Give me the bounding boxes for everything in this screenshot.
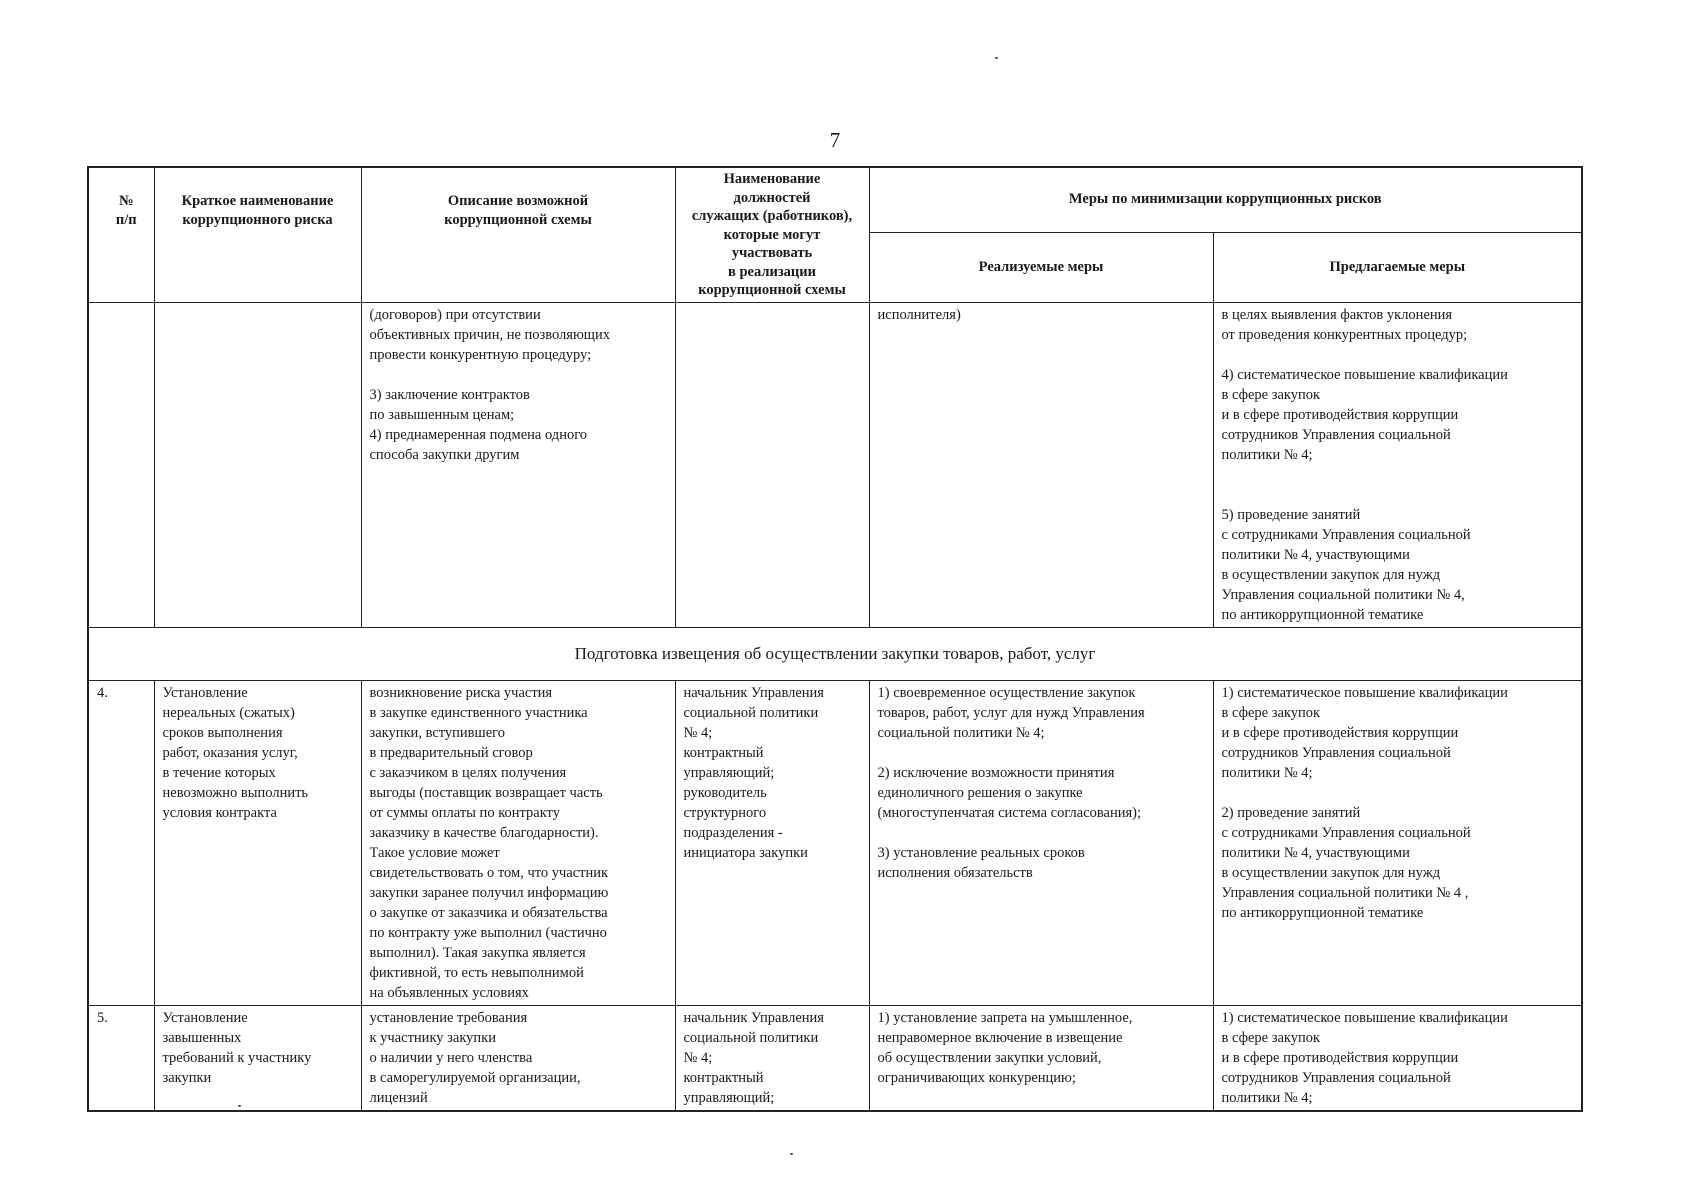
- positions: начальник Управления социальной политики № 4; контрактный управляющий; руководитель структурного подразделения - инициатора закупки: [675, 680, 869, 1005]
- scheme-description: (договоров) при отсутствии объективных причин, не позволяющих провести конкурентную процедуру; 3) заключение контрактов по завышенным ценам; 4) преднамеренная подмена одного способа закупки другим: [361, 302, 675, 627]
- row-number: 4.: [88, 680, 154, 1005]
- header-implemented-measures: Реализуемые меры: [869, 232, 1213, 302]
- header-positions: Наименование должностей служащих (работников), которые могут участвовать в реализации коррупционной схемы: [675, 167, 869, 302]
- header-minimization-measures: Меры по минимизации коррупционных рисков: [869, 167, 1582, 232]
- positions: [675, 302, 869, 627]
- risk-name: [154, 302, 361, 627]
- table-row: [88, 680, 1582, 1005]
- header-proposed-measures: Предлагаемые меры: [1213, 232, 1582, 302]
- scan-speck-bottom-center: [790, 1153, 793, 1155]
- positions: начальник Управления социальной политики № 4; контрактный управляющий;: [675, 1005, 869, 1111]
- scheme-description: возникновение риска участия в закупке единственного участника закупки, вступившего в предварительный сговор с заказчиком в целях получения выгоды (поставщик возвращает часть от суммы оплаты по контракту заказчику в качестве благодарности). Такое условие может свидетельствовать о том, что участник закупки заранее получил информацию о закупке от заказчика и обязательства по контракту уже выполнил (частично выполнил). Такая закупка является фиктивной, то есть невыполнимой на объявленных условиях: [361, 680, 675, 1005]
- row-number: [88, 302, 154, 627]
- row-number: 5.: [88, 1005, 154, 1111]
- scan-speck-top: [995, 57, 998, 59]
- header-number: № п/п: [88, 167, 154, 302]
- scheme-description: установление требования к участнику закупки о наличии у него членства в саморегулируемой организации, лицензий: [361, 1005, 675, 1111]
- table-row: [88, 302, 1582, 627]
- header-scheme-description: Описание возможной коррупционной схемы: [361, 167, 675, 302]
- implemented-measures: 1) установление запрета на умышленное, неправомерное включение в извещение об осуществлении закупки условий, ограничивающих конкуренцию;: [869, 1005, 1213, 1111]
- implemented-measures: исполнителя): [869, 302, 1213, 627]
- corruption-risk-table: [87, 166, 1583, 1112]
- table-row: [88, 1005, 1582, 1111]
- implemented-measures: 1) своевременное осуществление закупок товаров, работ, услуг для нужд Управления социальной политики № 4; 2) исключение возможности принятия единоличного решения о закупке (многоступенчатая система согласования); 3) установление реальных сроков исполнения обязательств: [869, 680, 1213, 1005]
- section-title: Подготовка извещения об осуществлении закупки товаров, работ, услуг: [88, 627, 1582, 680]
- proposed-measures: в целях выявления фактов уклонения от проведения конкурентных процедур; 4) систематическое повышение квалификации в сфере закупок и в сфере противодействия коррупции сотрудников Управления социальной политики № 4; 5) проведение занятий с сотрудниками Управления социальной политики № 4, участвующими в осуществлении закупок для нужд Управления социальной политики № 4, по антикоррупционной тематике: [1213, 302, 1582, 627]
- section-row: [88, 627, 1582, 680]
- proposed-measures: 1) систематическое повышение квалификации в сфере закупок и в сфере противодействия коррупции сотрудников Управления социальной политики № 4; 2) проведение занятий с сотрудниками Управления социальной политики № 4, участвующими в осуществлении закупок для нужд Управления социальной политики № 4 , по антикоррупционной тематике: [1213, 680, 1582, 1005]
- page-number: 7: [829, 128, 841, 152]
- header-risk-name: Краткое наименование коррупционного риска: [154, 167, 361, 302]
- risk-name: Установление завышенных требований к участнику закупки: [154, 1005, 361, 1111]
- risk-name: Установление нереальных (сжатых) сроков выполнения работ, оказания услуг, в течение которых невозможно выполнить условия контракта: [154, 680, 361, 1005]
- proposed-measures: 1) систематическое повышение квалификации в сфере закупок и в сфере противодействия коррупции сотрудников Управления социальной политики № 4;: [1213, 1005, 1582, 1111]
